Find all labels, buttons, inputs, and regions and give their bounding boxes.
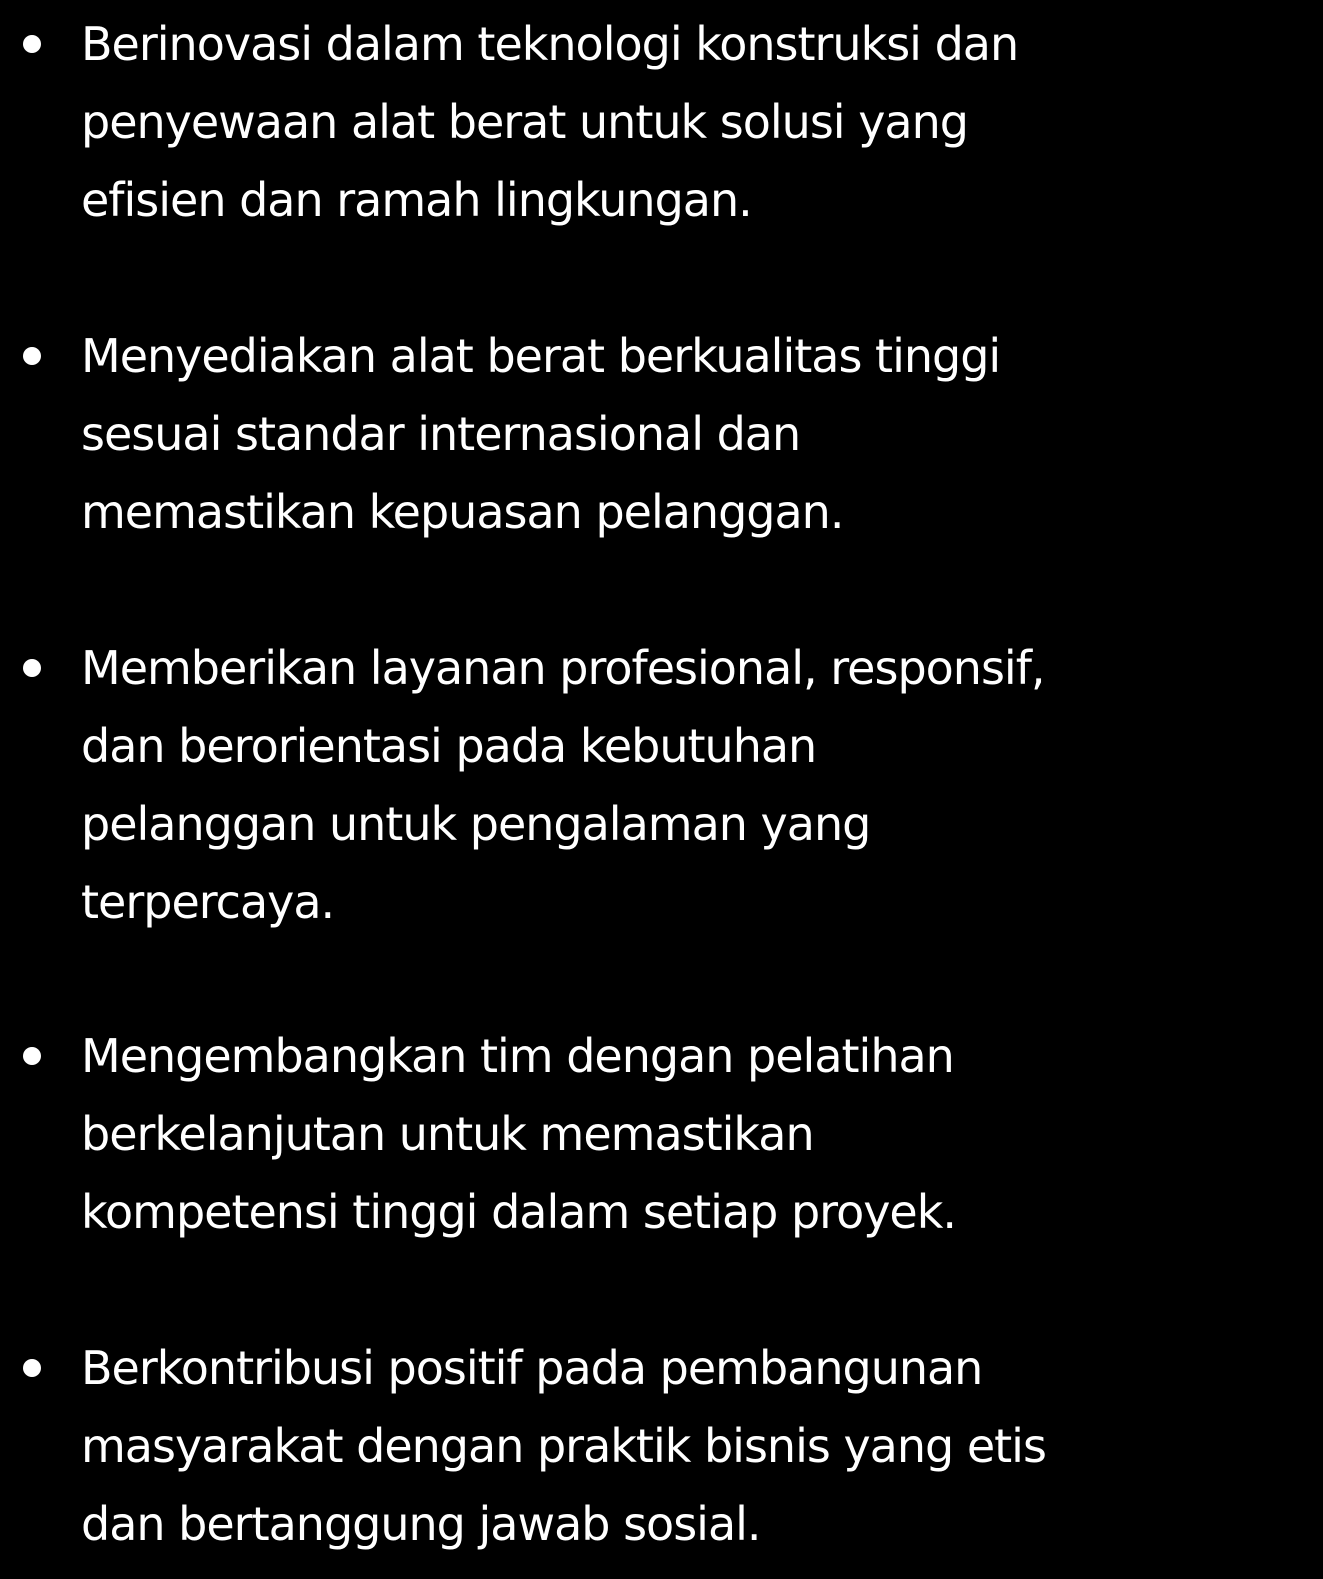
list-item-text: Berinovasi dalam teknologi konstruksi dan penyewaan alat berat untuk solusi yang efisien dan ramah lingkungan. <box>81 17 1019 227</box>
list-item-text: Memberikan layanan profesional, responsif, dan berorientasi pada kebutuhan pelanggan untuk pengalaman yang terpercaya. <box>81 641 1045 929</box>
bullet-icon <box>23 659 41 677</box>
bullet-icon <box>23 347 41 365</box>
bullet-icon <box>23 1047 41 1065</box>
bullet-icon <box>23 35 41 53</box>
list-item-text: Mengembangkan tim dengan pelatihan berkelanjutan untuk memastikan kompetensi tinggi dalam setiap proyek. <box>81 1029 956 1239</box>
list-item-text: Berkontribusi positif pada pembangunan masyarakat dengan praktik bisnis yang etis dan bertanggung jawab sosial. <box>81 1341 1046 1551</box>
bullet-icon <box>23 1359 41 1377</box>
list-item-text: Menyediakan alat berat berkualitas tinggi sesuai standar internasional dan memastikan kepuasan pelanggan. <box>81 329 1001 539</box>
